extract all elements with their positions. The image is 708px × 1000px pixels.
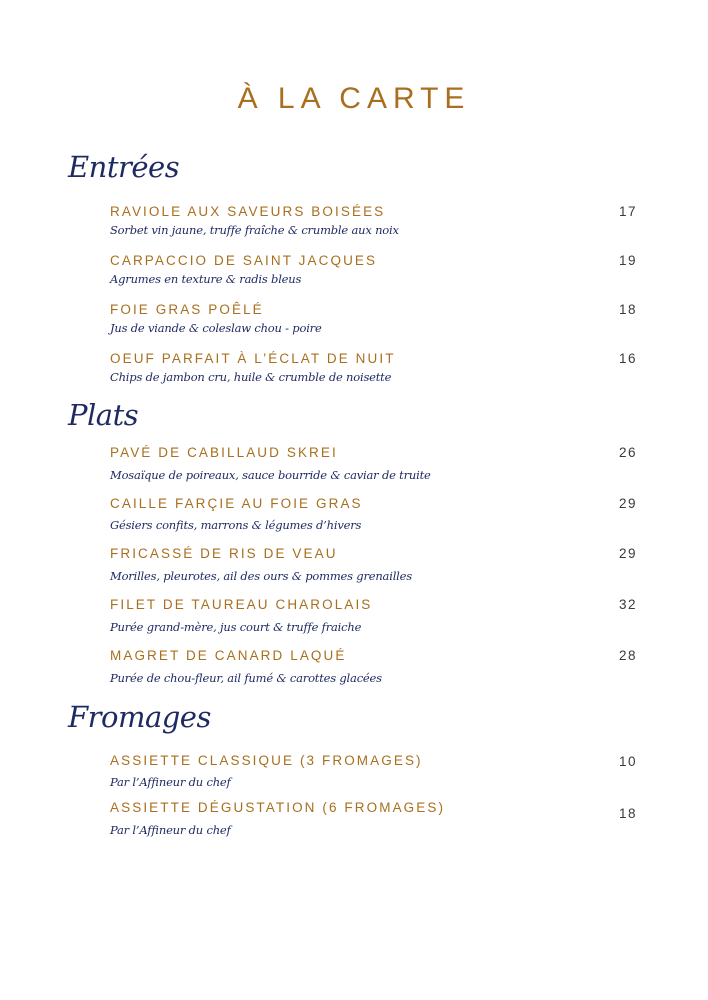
menu-item-description: Jus de viande & coleslaw chou - poire (110, 321, 322, 335)
menu-item-name: FOIE GRAS POÊLÉ (110, 302, 264, 317)
menu-item-price: 26 (618, 445, 637, 460)
menu-item-name: RAVIOLE AUX SAVEURS BOISÉES (110, 204, 386, 219)
menu-item-description: Chips de jambon cru, huile & crumble de noisette (110, 370, 392, 384)
menu-item-price: 32 (618, 597, 637, 612)
menu-item-name: CARPACCIO DE SAINT JACQUES (110, 253, 378, 268)
menu-item-price: 10 (618, 754, 637, 769)
menu-item-price: 29 (618, 546, 637, 561)
menu-item-price: 18 (618, 302, 637, 317)
section-title-entrees: Entrées (68, 150, 180, 184)
menu-item-description: Agrumes en texture & radis bleus (110, 272, 302, 286)
menu-item-description: Mosaïque de poireaux, sauce bourride & caviar de truite (110, 468, 431, 482)
menu-item-name: PAVÉ DE CABILLAUD SKREI (110, 445, 338, 460)
section-title-plats: Plats (68, 398, 139, 432)
menu-item-price: 18 (618, 806, 637, 821)
menu-item-description: Purée grand-mère, jus court & truffe fraiche (110, 620, 362, 634)
menu-item-name: OEUF PARFAIT À L’ÉCLAT DE NUIT (110, 351, 396, 366)
menu-item-name: MAGRET DE CANARD LAQUÉ (110, 648, 347, 663)
menu-item-description: Par l’Affineur du chef (110, 775, 231, 789)
menu-item-description: Gésiers confits, marrons & légumes d’hivers (110, 518, 362, 532)
menu-item-name: ASSIETTE DÉGUSTATION (6 FROMAGES) (110, 800, 446, 815)
menu-item-price: 17 (618, 204, 637, 219)
menu-item-name: ASSIETTE CLASSIQUE (3 FROMAGES) (110, 753, 423, 768)
menu-item-description: Purée de chou-fleur, ail fumé & carottes glacées (110, 671, 382, 685)
menu-item-price: 19 (618, 253, 637, 268)
menu-item-price: 28 (618, 648, 637, 663)
menu-item-name: CAILLE FARÇIE AU FOIE GRAS (110, 496, 363, 511)
menu-item-price: 29 (618, 496, 637, 511)
menu-item-description: Sorbet vin jaune, truffe fraîche & crumble aux noix (110, 223, 399, 237)
menu-item-price: 16 (618, 351, 637, 366)
menu-item-description: Morilles, pleurotes, ail des ours & pommes grenailles (110, 569, 412, 583)
menu-item-name: FILET DE TAUREAU CHAROLAIS (110, 597, 373, 612)
menu-title: À LA CARTE (237, 82, 471, 115)
menu-item-name: FRICASSÉ DE RIS DE VEAU (110, 546, 338, 561)
section-title-fromages: Fromages (68, 700, 211, 734)
menu-item-description: Par l’Affineur du chef (110, 823, 231, 837)
